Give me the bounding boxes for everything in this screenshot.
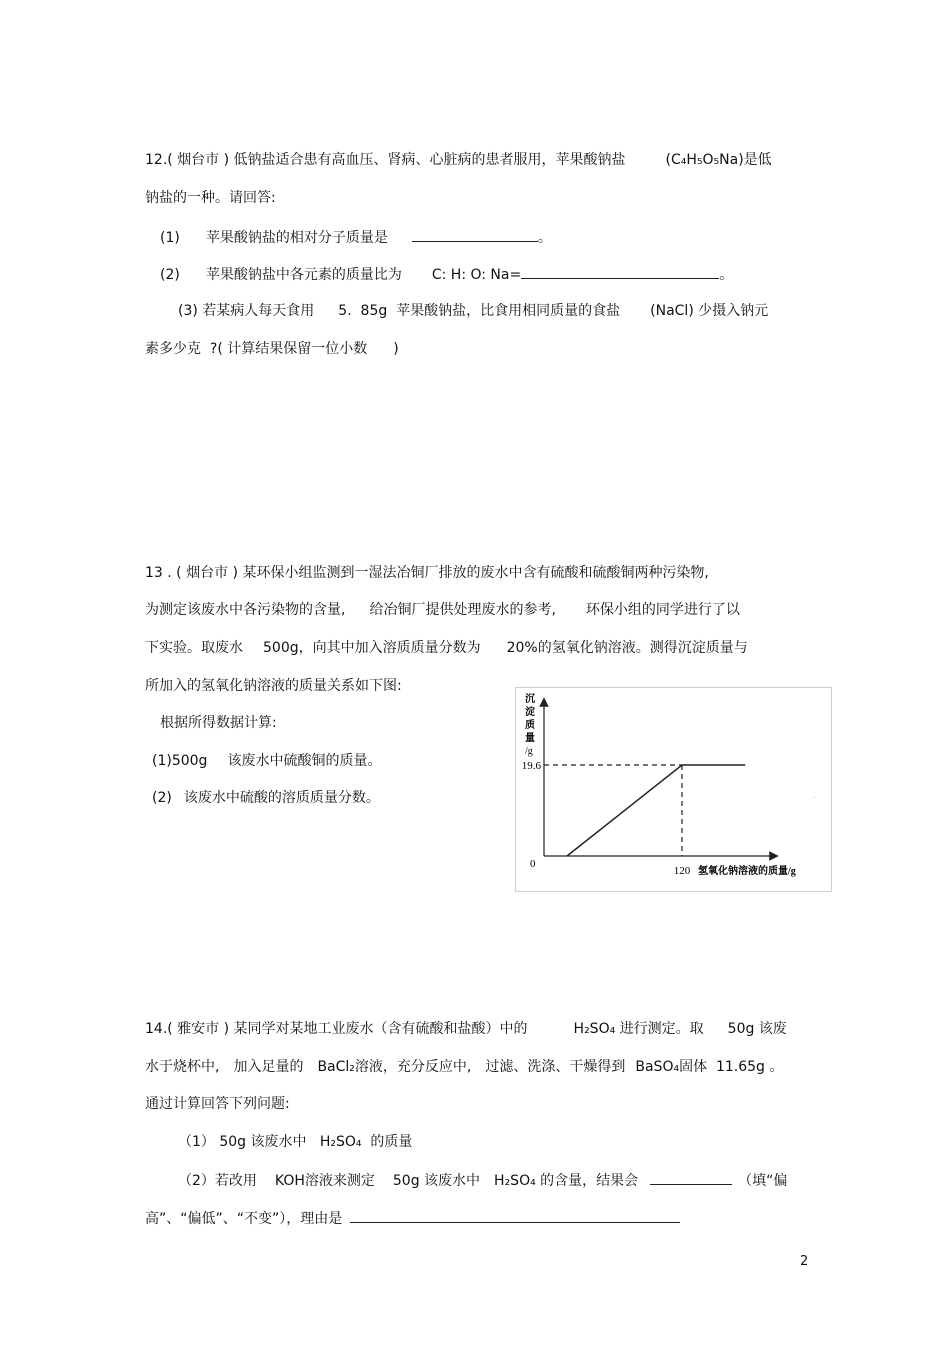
q12-line1 <box>145 151 772 169</box>
q14-reason-blank[interactable] <box>350 1208 680 1223</box>
q14-part2 <box>178 1170 787 1190</box>
q14-part1: （1） 50g 该废水中 H₂SO₄ 的质量 <box>178 1134 413 1150</box>
q12-part2-number: (2) <box>160 267 180 283</box>
q14-line1 <box>145 1020 787 1038</box>
q12-part3-a: (3) 若某病人每天食用 <box>178 303 315 319</box>
q13-part2-text: 该废水中硫酸的溶质质量分数。 <box>183 790 380 806</box>
q13-part1-number: (1)500g <box>152 753 208 769</box>
y-axis-label-1: 沉 <box>525 694 535 705</box>
q12-part1-text: 苹果酸钠盐的相对分子质量是 <box>205 230 388 246</box>
q14-part2-answer-blank[interactable] <box>650 1170 732 1185</box>
q12-part1-answer-blank[interactable] <box>412 227 538 242</box>
y-axis-label-2: 淀 <box>525 707 535 718</box>
y-axis-label-3: 质 <box>525 720 535 731</box>
q12-part3-d: 素多少克 ?( 计算结果保留一位小数 <box>145 341 368 357</box>
q14-line2-e: BaSO₄固体 11.65g 。 <box>635 1059 784 1075</box>
q13-part1-text: 该废水中硫酸铜的质量。 <box>227 753 382 769</box>
q12-part3-e: ) <box>393 341 399 357</box>
q12-formula: (C₄H₅O₅Na)是低 <box>665 152 772 168</box>
q12-part3 <box>178 302 768 320</box>
q12-line1-text: 12.( 烟台市 ) 低钠盐适合患有高血压、肾病、心脏病的患者服用，苹果酸钠盐 <box>145 152 626 168</box>
q12-part1-end: 。 <box>537 230 552 246</box>
q14-line1-c: 50g 该废 <box>727 1021 787 1037</box>
q12-part2-ratio: C: H: O: Na= <box>431 267 522 283</box>
q13-line2 <box>145 601 740 619</box>
precipitate-chart <box>515 687 832 892</box>
q12-part2 <box>160 264 733 284</box>
q13-part2 <box>152 789 380 807</box>
q12-part1 <box>160 227 552 247</box>
q14-line2-b: 加入足量的 <box>233 1059 304 1075</box>
q13-part2-number: (2) <box>152 790 172 806</box>
q12-part2-answer-blank[interactable] <box>521 264 719 279</box>
q14-line2 <box>145 1058 783 1076</box>
y-axis-label-5: /g <box>525 746 533 757</box>
q13-line4: 所加入的氢氧化钠溶液的质量关系如下图: <box>145 678 402 694</box>
q13-line1: 13 . ( 烟台市 ) 某环保小组监测到一湿法冶铜厂排放的废水中含有硫酸和硫酸铜两种污染物, <box>145 565 709 581</box>
q12-part3-cont <box>145 340 399 358</box>
q14-part2-c: 50g 该废水中 <box>392 1173 481 1189</box>
q14-line1-a: 14.( 雅安市 ) 某同学对某地工业废水（含有硫酸和盐酸）中的 <box>145 1021 528 1037</box>
page-number: 2 <box>800 1254 809 1269</box>
x-axis-label: 氢氧化钠溶液的质量/g <box>698 866 796 877</box>
q13-line2-b: 给冶铜厂提供处理废水的参考, <box>369 602 556 618</box>
q13-line2-c: 环保小组的同学进行了以 <box>585 602 740 618</box>
q14-part2-b: KOH溶液来测定 <box>274 1173 375 1189</box>
q14-part2-d: H₂SO₄ 的含量，结果会 <box>494 1173 639 1189</box>
q14-line2-d: 过滤、洗涤、干燥得到 <box>485 1059 626 1075</box>
q13-part1 <box>152 752 381 770</box>
q14-part2-a: （2）若改用 <box>178 1173 257 1189</box>
q13-line2-a: 为测定该废水中各污染物的含量, <box>145 602 346 618</box>
q14-line2-c: BaCl₂溶液，充分反应中, <box>317 1059 472 1075</box>
q13-line3-b: 500g，向其中加入溶质质量分数为 <box>263 640 481 656</box>
q14-line2-a: 水于烧杯中, <box>145 1059 220 1075</box>
y-axis-label-4: 量 <box>525 733 535 744</box>
q12-part3-b: 5. 85g 苹果酸钠盐，比食用相同质量的食盐 <box>338 303 621 319</box>
y-tick-label: 19.6 <box>521 760 541 772</box>
x-tick-label: 120 <box>673 865 691 877</box>
q14-part2-f: 高”、“偏低”、“不变”），理由是 <box>145 1211 343 1227</box>
origin-label: 0 <box>530 858 536 870</box>
precipitate-chart-svg <box>516 688 831 891</box>
q12-part1-number: (1) <box>160 230 180 246</box>
series-line <box>567 765 745 856</box>
q14-part2-e: （填“偏 <box>738 1173 788 1189</box>
q14-line3: 通过计算回答下列问题: <box>145 1096 290 1112</box>
q12-part3-c: (NaCl) 少摄入钠元 <box>650 303 769 319</box>
q13-line3-c: 20%的氢氧化钠溶液。测得沉淀质量与 <box>506 640 748 656</box>
q12-part2-end: 。 <box>719 267 734 283</box>
q14-part2-cont <box>145 1208 680 1228</box>
q14-line1-b: H₂SO₄ 进行测定。取 <box>573 1021 704 1037</box>
chart-speck: . <box>813 793 815 800</box>
q13-line3-a: 下实验。取废水 <box>145 640 243 656</box>
q12-line2: 钠盐的一种。请回答: <box>145 190 276 206</box>
q13-line5: 根据所得数据计算: <box>160 715 277 731</box>
q12-part2-text: 苹果酸钠盐中各元素的质量比为 <box>205 267 402 283</box>
q13-line3 <box>145 639 748 657</box>
